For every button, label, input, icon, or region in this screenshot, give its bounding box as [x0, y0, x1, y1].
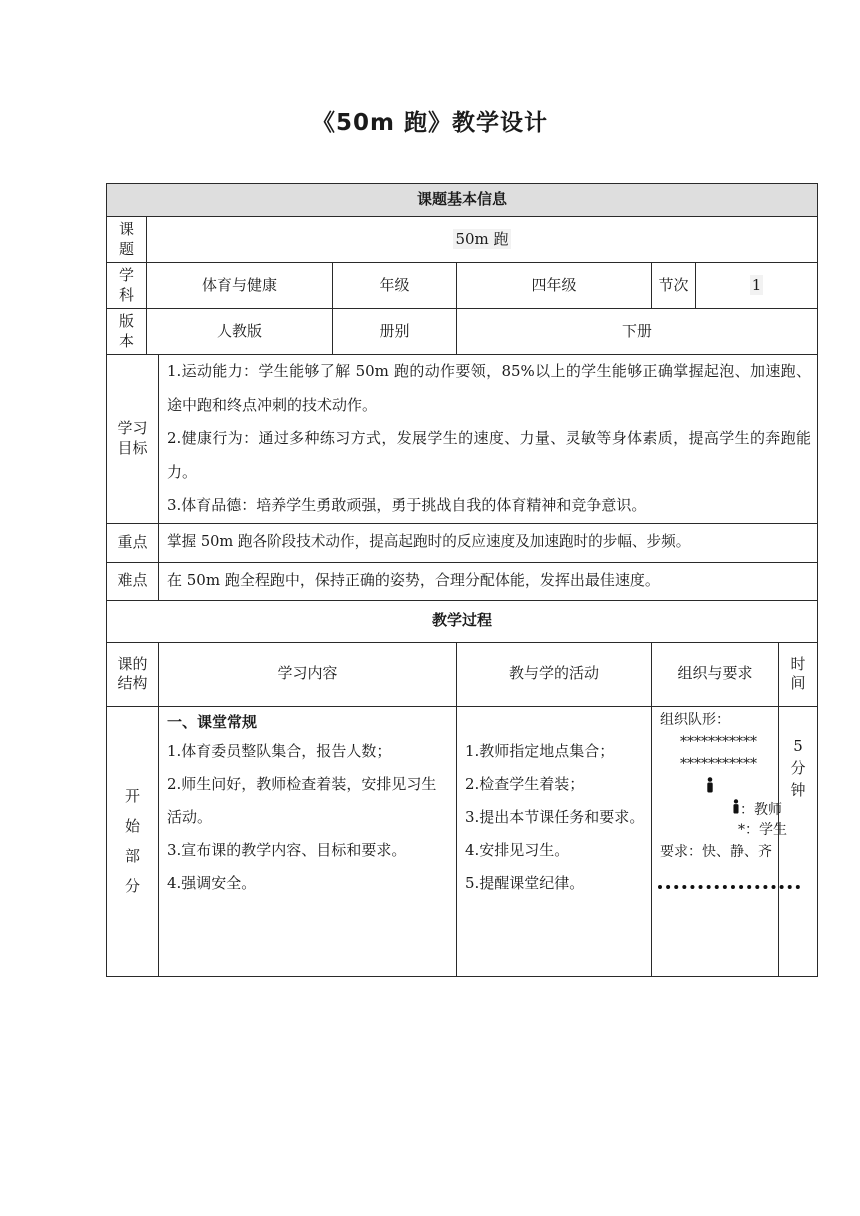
learning-content — [159, 706, 457, 976]
grade-label: 年级 — [333, 263, 457, 309]
period-label: 节次 — [652, 263, 696, 309]
col-activity: 教与学的活动 — [457, 642, 652, 706]
basic-info-header: 课题基本信息 — [107, 184, 818, 217]
subject-value: 体育与健康 — [147, 263, 333, 309]
learning-goals — [159, 355, 818, 524]
structure-start-section: 开 始 部 分 — [107, 706, 159, 976]
requirement-text: 要求：快、静、齐 — [660, 843, 772, 860]
time-value: 5 分 钟 — [779, 706, 818, 976]
lesson-plan-table — [106, 183, 818, 977]
formation-label: 组织队形： — [660, 711, 730, 728]
volume-label: 册别 — [333, 309, 457, 355]
volume-value: 下册 — [457, 309, 818, 355]
topic-value: 50m 跑 — [147, 217, 818, 263]
content-item: 2.师生问好，教师检查着装，安排见习生活动。 — [167, 774, 437, 826]
document-title: 《50m 跑》教学设计 — [312, 110, 548, 136]
goal-item: 3.体育品德：培养学生勇敢顽强，勇于挑战自我的体育精神和竞争意识。 — [167, 496, 647, 514]
teacher-legend: ：教师 — [732, 799, 782, 819]
grade-value: 四年级 — [457, 263, 652, 309]
student-row-1: *********** — [680, 733, 757, 750]
activity-item: 2.检查学生着装； — [465, 774, 585, 793]
content-heading: 一、课堂常规 — [167, 712, 258, 731]
col-time: 时 间 — [779, 642, 818, 706]
student-row-2: *********** — [680, 755, 757, 772]
content-item: 3.宣布课的教学内容、目标和要求。 — [167, 840, 407, 859]
edition-value: 人教版 — [147, 309, 333, 355]
topic-label: 课 题 — [107, 217, 147, 263]
period-value: 1 — [696, 263, 818, 309]
edition-label: 版 本 — [107, 309, 147, 355]
content-item: 1.体育委员整队集合，报告人数； — [167, 741, 392, 760]
dotted-line-divider — [658, 885, 800, 889]
col-org: 组织与要求 — [652, 642, 779, 706]
student-legend: *：学生 — [738, 821, 787, 838]
content-item: 4.强调安全。 — [167, 873, 257, 892]
activity-item: 3.提出本节课任务和要求。 — [465, 807, 645, 826]
process-header: 教学过程 — [107, 600, 818, 642]
difficulty-label: 难点 — [107, 562, 159, 600]
goal-item: 2.健康行为：通过多种练习方式，发展学生的速度、力量、灵敏等身体素质，提高学生的奔跑能力。 — [167, 429, 812, 481]
difficulty-value: 在 50m 跑全程跑中，保持正确的姿势，合理分配体能，发挥出最佳速度。 — [159, 562, 818, 600]
col-content: 学习内容 — [159, 642, 457, 706]
key-point-value: 掌握 50m 跑各阶段技术动作，提高起跑时的反应速度及加速跑时的步幅、步频。 — [159, 523, 818, 562]
goal-item: 1.运动能力：学生能够了解 50m 跑的动作要领，85%以上的学生能够正确掌握起泡、加速跑、途中跑和终点冲刺的技术动作。 — [167, 362, 812, 414]
goals-label: 学习 目标 — [107, 355, 159, 524]
activity-item: 5.提醒课堂纪律。 — [465, 873, 585, 892]
teacher-position-icon — [706, 777, 714, 798]
organization-requirements — [652, 706, 787, 976]
teaching-activities — [457, 706, 652, 976]
activity-item: 4.安排见习生。 — [465, 840, 570, 859]
activity-item: 1.教师指定地点集合； — [465, 741, 615, 760]
teacher-icon — [732, 799, 740, 814]
subject-label: 学 科 — [107, 263, 147, 309]
key-point-label: 重点 — [107, 523, 159, 562]
col-structure: 课的 结构 — [107, 642, 159, 706]
